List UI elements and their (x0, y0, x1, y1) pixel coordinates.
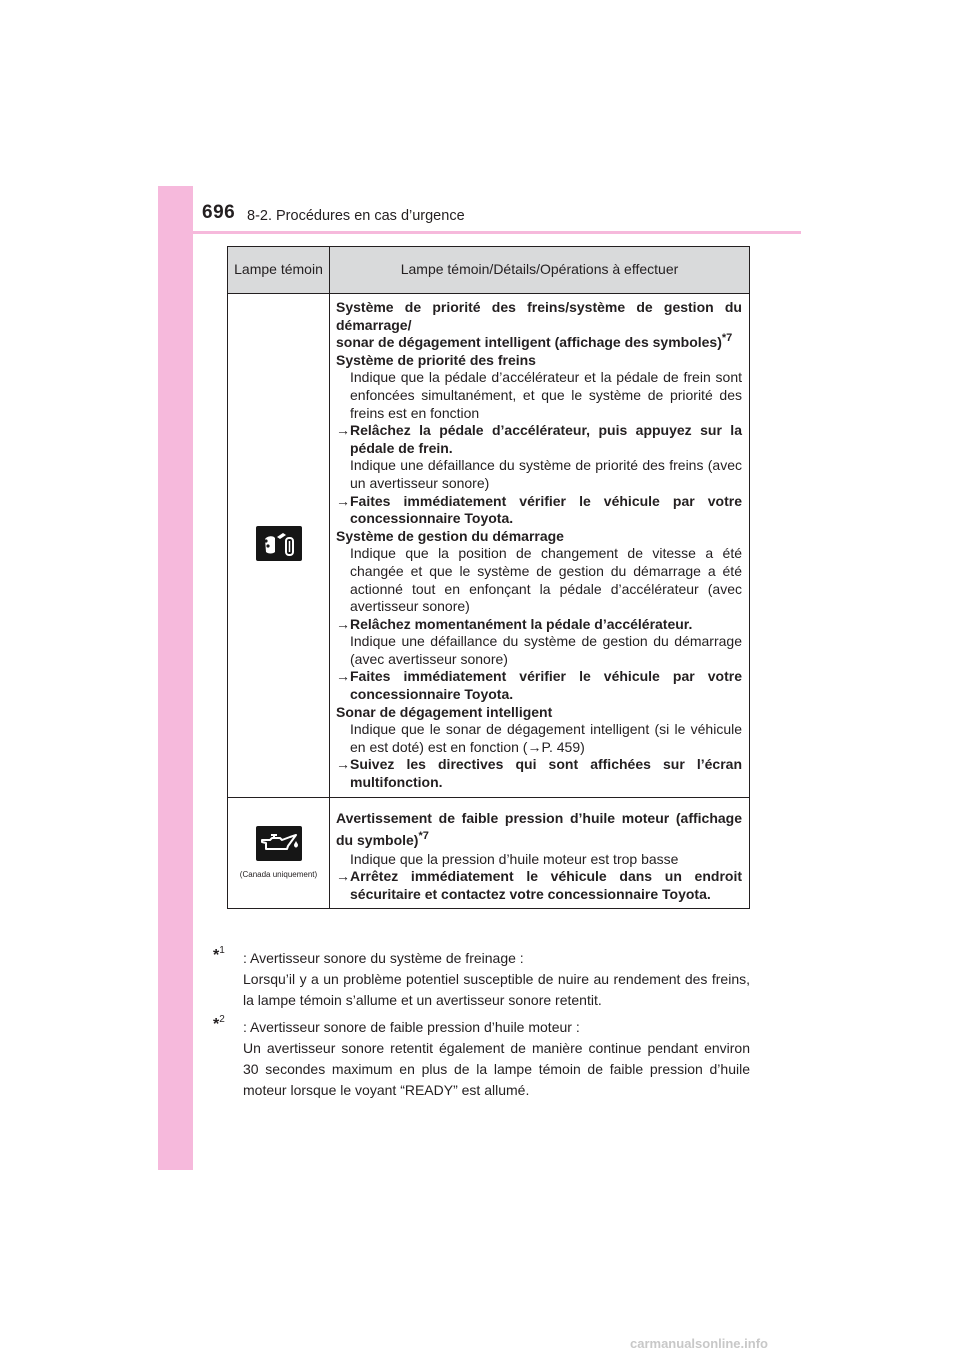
footnote (213, 945, 750, 1011)
lamp-cell (228, 797, 330, 909)
footnote-label: : Avertisseur sonore du système de freinage : (243, 950, 524, 966)
action-text: Faites immédiatement vérifier le véhicule par votre concessionnaire Toyota. (350, 668, 742, 703)
action-text: Relâchez la pédale d’accélérateur, puis appuyez sur la pédale de frein. (350, 422, 742, 456)
row2-title: Avertissement de faible pression d’huile moteur (affichage du symbole) (336, 809, 742, 848)
lamp-note: (Canada uniquement) (239, 870, 318, 880)
footnote-text: Lorsqu’il y a un problème potentiel susceptible de nuire au rendement des freins, la lampe témoin s’allume et un avertisseur sonore retentit. (243, 971, 750, 1008)
table-row (228, 294, 750, 798)
footnote-marker: *$^2$ (213, 1014, 225, 1033)
footnote-ref[interactable]: *7 (418, 829, 429, 842)
col-header-lamp: Lampe témoin (228, 247, 330, 294)
section-title: Sonar de dégagement intelligent (336, 703, 553, 720)
chapter-title: 8-2. Procédures en cas d’urgence (247, 208, 465, 224)
arrow-icon: → (336, 492, 350, 509)
section-text: Indique que la position de changement de vitesse a été changée et que le système de gestion du démarrage a été actionné tout en enfonçant la pédale d’accélérateur (avec avertisseur sonore) (350, 545, 742, 615)
arrow-icon: → (336, 868, 350, 885)
ref-arrow-icon: → (527, 738, 542, 755)
warning-lamp-table (227, 246, 750, 909)
lamp-cell (228, 294, 330, 798)
row1-title-line2: sonar de dégagement intelligent (affichage des symboles) (336, 334, 722, 351)
section-text: Indique que la pédale d’accélérateur et la pédale de frein sont enfoncées simultanément, et que le système de priorité des freins est en fonction (350, 369, 742, 421)
table-row (228, 797, 750, 909)
header-rule (158, 231, 801, 234)
arrow-icon: → (336, 422, 350, 439)
footnote (213, 1014, 750, 1101)
footnote-marker: *$^1$ (213, 945, 225, 964)
footnote-text: Un avertisseur sonore retentit également de manière continue pendant environ 30 secondes maximum en plus de la lampe témoin de faible pression d’huile moteur lorsque le voyant “READY” est allumé. (243, 1040, 750, 1098)
side-tab-strip (158, 186, 193, 1170)
section-title: Système de gestion du démarrage (336, 527, 564, 544)
col-header-details: Lampe témoin/Détails/Opérations à effectuer (330, 247, 750, 294)
section-text: Indique que le sonar de dégagement intelligent (si le véhicule en est doté) est en fonction (→P. 459) (350, 721, 742, 755)
footnote-label: : Avertisseur sonore de faible pression d’huile moteur : (243, 1019, 580, 1035)
row1-title-line1: Système de priorité des freins/système de gestion du démarrage/ (336, 299, 742, 333)
arrow-icon: → (336, 756, 350, 773)
action-text: Relâchez momentanément la pédale d’accélérateur. (350, 615, 693, 632)
arrow-icon: → (336, 615, 350, 632)
action-text: Arrêtez immédiatement le véhicule dans un endroit sécuritaire et contactez votre concessionnaire Toyota. (350, 868, 742, 902)
section-text: Indique une défaillance du système de priorité des freins (avec un avertisseur sonore) (350, 457, 742, 491)
section-title: Système de priorité des freins (336, 351, 536, 368)
lamp-details-cell (330, 797, 750, 909)
action-text: Faites immédiatement vérifier le véhicule par votre concessionnaire Toyota. (350, 492, 742, 527)
section-text: Indique que la pression d’huile moteur est trop basse (350, 850, 679, 867)
table-header-row (228, 247, 750, 294)
page-reference-link[interactable]: P. 459) (541, 738, 585, 755)
lamp-details-cell (330, 294, 750, 798)
page-number: 696 (202, 202, 236, 223)
oil-pressure-icon (256, 826, 302, 861)
watermark: carmanualsonline.info (630, 1336, 768, 1351)
footnote-ref[interactable]: *7 (721, 332, 733, 345)
brake-override-drive-start-control-icon (256, 526, 302, 561)
section-text: Indique une défaillance du système de gestion du démarrage (avec avertisseur sonore) (350, 633, 742, 667)
footnotes (213, 945, 750, 1107)
arrow-icon: → (336, 668, 350, 685)
action-text: Suivez les directives qui sont affichées sur l’écran multifonction. (350, 756, 742, 791)
